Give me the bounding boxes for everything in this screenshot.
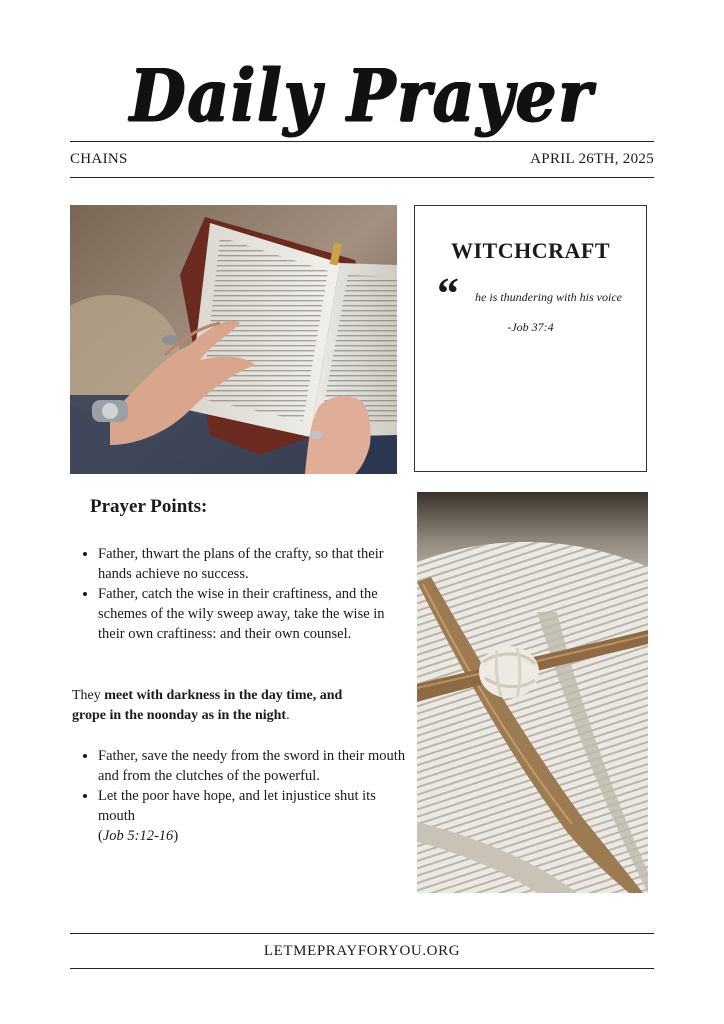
darkness-suffix: .	[286, 708, 290, 723]
header-top-rule	[70, 141, 654, 142]
prayer-points-list-first	[74, 544, 408, 644]
scripture-reference-text: Job 5:12-16	[102, 828, 174, 844]
darkness-prefix: They	[72, 688, 105, 703]
prayer-point: • Father, save the needy from the sword in their mouth and from the clutches of the powerful.	[98, 746, 408, 786]
quote-reference: -Job 37:4	[507, 320, 554, 334]
cross-on-bible-photo	[417, 492, 648, 893]
cross-on-bible-illustration	[417, 492, 648, 893]
darkness-bold-text: meet with darkness in the day time, and grope in the noonday as in the night	[72, 688, 343, 723]
quote-heading: WITCHCRAFT	[450, 238, 610, 263]
darkness-verse	[72, 686, 372, 726]
prayer-point-text: Let the poor have hope, and let injustice shut its mouth	[98, 788, 376, 824]
prayer-point	[98, 786, 408, 846]
bible-reading-photo	[70, 205, 397, 474]
prayer-points-list-second	[74, 746, 408, 846]
page-title: Daily Prayer	[130, 54, 594, 139]
quote-box	[414, 205, 647, 472]
prayer-point: • Father, thwart the plans of the crafty, so that their hands achieve no success.	[98, 544, 408, 584]
header-bottom-rule	[70, 177, 654, 178]
footer-website[interactable]: LETMEPRAYFORYOU.ORG	[263, 943, 461, 959]
quote-text: he is thundering with his voice	[475, 290, 622, 304]
quote-row	[415, 269, 646, 318]
section-label: CHAINS	[70, 151, 128, 167]
prayer-point: • Father, catch the wise in their craftiness, and the schemes of the wily sweep away, take the wise in their own craftiness: and their own counsel.	[98, 584, 408, 644]
scripture-open-paren: (	[98, 828, 103, 844]
date-label: APRIL 26TH, 2025	[530, 151, 654, 167]
scripture-close-paren: )	[173, 828, 179, 844]
quote-mark-icon: “	[437, 269, 459, 318]
masthead	[0, 52, 724, 142]
bible-reading-illustration	[70, 205, 397, 474]
footer-bottom-rule	[70, 968, 654, 969]
prayer-points-heading: Prayer Points:	[90, 496, 208, 517]
header-subline	[70, 147, 654, 171]
scripture-reference	[98, 828, 178, 844]
footer-top-rule	[70, 933, 654, 934]
